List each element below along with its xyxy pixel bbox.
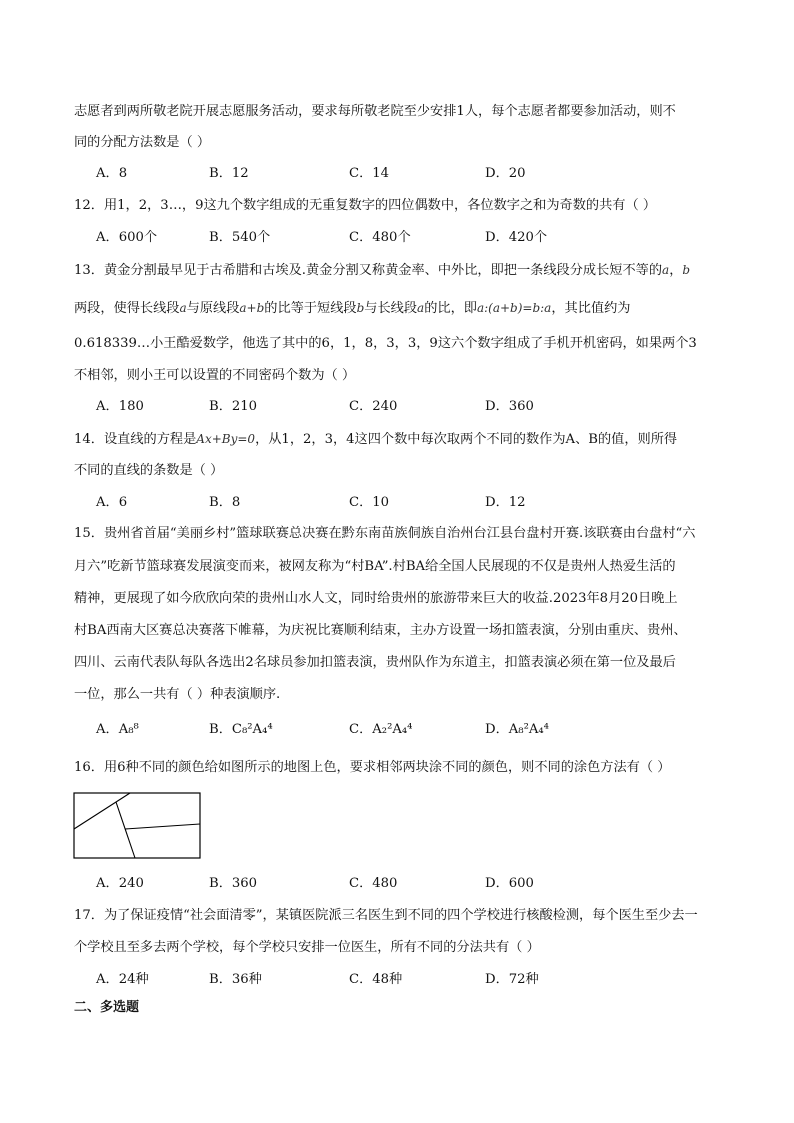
q16-map-figure bbox=[73, 792, 203, 864]
q17-stem-line-1: 17．为了保证疫情“社会面清零”，某镇医院派三名医生到不同的四个学校进行核酸检测，每个医生至少去一 bbox=[74, 908, 698, 923]
intro-line-1: 志愿者到两所敬老院开展志愿服务活动，要求每所敬老院至少安排1人，每个志愿者都要参加活动，则不 bbox=[74, 104, 676, 119]
option-d: D．A₈²A₄⁴ bbox=[485, 722, 549, 737]
option-c: C．480 bbox=[349, 876, 398, 891]
math-a: a bbox=[417, 301, 425, 315]
option-c: C．240 bbox=[349, 399, 398, 414]
q16-stem: 16．用6种不同的颜色给如图所示的地图上色，要求相邻两块涂不同的颜色，则不同的涂色方法有（ ） bbox=[74, 760, 671, 775]
option-d: D．12 bbox=[485, 495, 526, 510]
option-d: D．600 bbox=[485, 876, 534, 891]
q13-stem-line-4: 不相邻，则小王可以设置的不同密码个数为（ ） bbox=[74, 368, 356, 383]
option-b: B．C₈²A₄⁴ bbox=[209, 722, 273, 737]
q15-stem-line-5: 四川、云南代表队每队各选出2名球员参加扣篮表演，贵州队作为东道主，扣篮表演必须在第一位及最后 bbox=[74, 655, 676, 670]
section-heading: 二、多选题 bbox=[74, 1000, 140, 1015]
math-b: b bbox=[682, 263, 691, 277]
q13-text: 两段，使得长线段 bbox=[74, 301, 180, 316]
map-regions-diagram bbox=[73, 792, 203, 860]
map-divider-diagonal bbox=[74, 793, 130, 829]
q14-stem-line-2: 不同的直线的条数是（ ） bbox=[74, 463, 224, 478]
option-a: A．8 bbox=[96, 166, 128, 181]
math-b: b bbox=[356, 301, 365, 315]
math-a: a bbox=[179, 301, 187, 315]
q15-options bbox=[96, 720, 736, 740]
math-a-plus-b: a+b bbox=[239, 301, 265, 315]
math-line-equation: Ax+By=0 bbox=[196, 432, 256, 446]
q16-options bbox=[96, 874, 736, 894]
option-c: C．480个 bbox=[349, 230, 411, 245]
q14-options bbox=[96, 493, 736, 513]
q17-options bbox=[96, 970, 736, 990]
q15-stem-line-1: 15．贵州省首届“美丽乡村”篮球联赛总决赛在黔东南苗族侗族自治州台江县台盘村开赛.该联赛由台盘村“六 bbox=[74, 526, 696, 541]
q13-options bbox=[96, 397, 736, 417]
math-ratio: a:(a+b)=b:a bbox=[476, 301, 552, 315]
option-b: B．8 bbox=[209, 495, 241, 510]
option-b: B．210 bbox=[209, 399, 258, 414]
q13-text: ， bbox=[669, 263, 683, 278]
q15-stem-line-2: 月六”吃新节篮球赛发展演变而来，被网友称为“村BA”.村BA给全国人民展现的不仅是贵州人热爱生活的 bbox=[74, 559, 676, 574]
q12-options bbox=[96, 228, 736, 248]
q12-stem: 12．用1，2，3…，9这九个数字组成的无重复数字的四位偶数中，各位数字之和为奇数的共有（ ） bbox=[74, 198, 657, 213]
option-d: D．20 bbox=[485, 166, 526, 181]
option-d: D．72种 bbox=[485, 972, 539, 987]
option-c: C．48种 bbox=[349, 972, 403, 987]
option-d: D．360 bbox=[485, 399, 534, 414]
option-d: D．420个 bbox=[485, 230, 548, 245]
map-divider-slant bbox=[116, 802, 135, 858]
q14-stem-line-1 bbox=[74, 429, 724, 450]
q13-text: ，其比值约为 bbox=[551, 301, 631, 316]
q13-text: 的比，即 bbox=[424, 301, 477, 316]
option-a: A．24种 bbox=[96, 972, 149, 987]
q14-text: 14．设直线的方程是 bbox=[74, 432, 197, 447]
q13-text: 与原线段 bbox=[186, 301, 240, 316]
intro-options bbox=[96, 164, 736, 184]
q15-stem-line-4: 村BA西南大区赛总决赛落下帷幕，为庆祝比赛顺利结束，主办方设置一场扣篮表演，分别由重庆、贵州、 bbox=[74, 623, 687, 638]
q13-stem-line-3: 0.618339…小王酷爱数学，他选了其中的6，1，8，3，3，9这六个数字组成了手机开机密码，如果两个3 bbox=[74, 336, 697, 351]
option-a: A．180 bbox=[96, 399, 144, 414]
q13-stem-line-1 bbox=[74, 260, 724, 281]
option-a: A．A₈⁸ bbox=[96, 722, 139, 737]
intro-line-2: 同的分配方法数是（ ） bbox=[74, 135, 211, 150]
q13-text: 的比等于短线段 bbox=[264, 301, 357, 316]
option-c: C．A₂²A₄⁴ bbox=[349, 722, 413, 737]
q15-stem-line-6: 一位，那么一共有（ ）种表演顺序. bbox=[74, 687, 281, 702]
option-a: A．240 bbox=[96, 876, 144, 891]
map-divider-horizontal bbox=[125, 824, 200, 829]
q17-stem-line-2: 个学校且至多去两个学校，每个学校只安排一位医生，所有不同的分法共有（ ） bbox=[74, 940, 540, 955]
option-b: B．540个 bbox=[209, 230, 271, 245]
option-b: B．360 bbox=[209, 876, 258, 891]
option-a: A．600个 bbox=[96, 230, 158, 245]
option-c: C．10 bbox=[349, 495, 390, 510]
q13-stem-line-2 bbox=[74, 298, 724, 319]
option-a: A．6 bbox=[96, 495, 128, 510]
math-a: a bbox=[662, 263, 670, 277]
option-c: C．14 bbox=[349, 166, 390, 181]
q14-text: ，从1，2，3，4这四个数中每次取两个不同的数作为A、B的值，则所得 bbox=[255, 432, 678, 447]
option-b: B．12 bbox=[209, 166, 249, 181]
option-b: B．36种 bbox=[209, 972, 262, 987]
q13-text: 13．黄金分割最早见于古希腊和古埃及.黄金分割又称黄金率、中外比，即把一条线段分成长短不等的 bbox=[74, 263, 663, 278]
q13-text: 与长线段 bbox=[364, 301, 418, 316]
q15-stem-line-3: 精神，更展现了如今欣欣向荣的贵州山水人文，同时给贵州的旅游带来巨大的收益.2023年8月20日晚上 bbox=[74, 591, 678, 606]
